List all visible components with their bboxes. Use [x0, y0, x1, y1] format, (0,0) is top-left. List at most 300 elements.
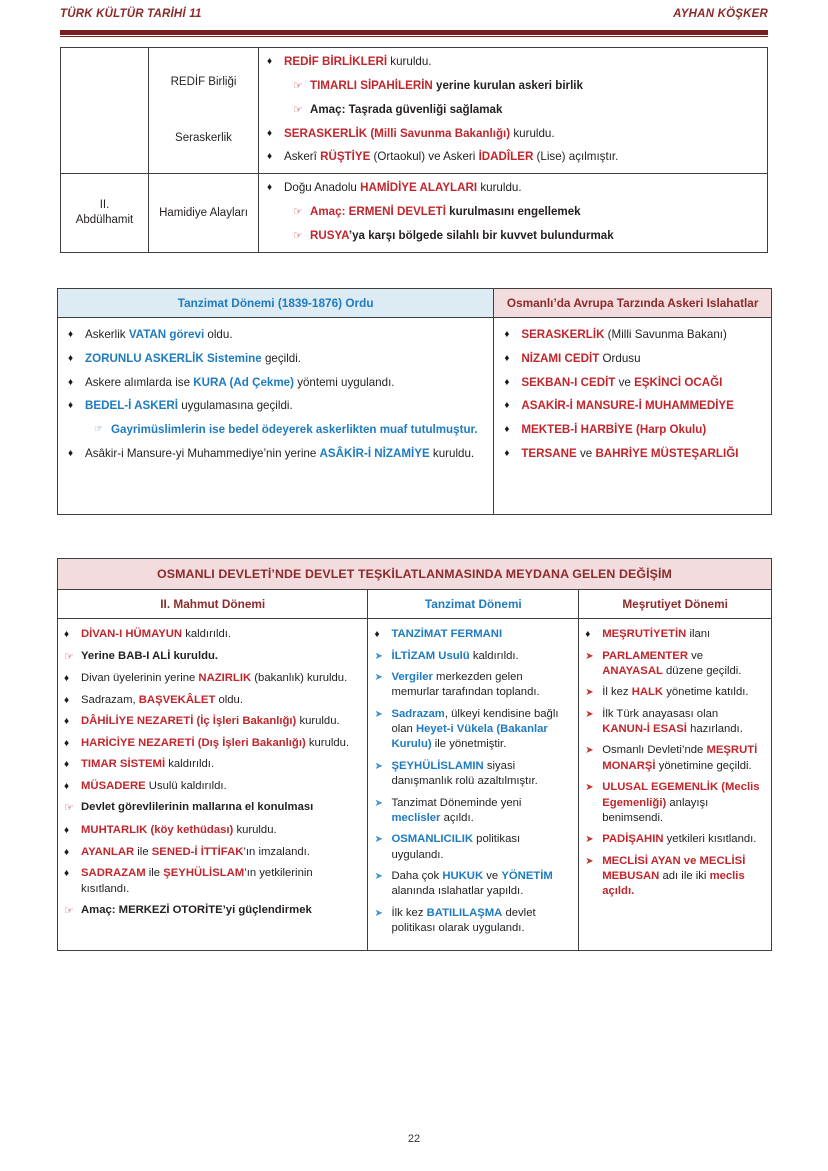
text-run: siyasi danışmanlık rolü azaltılmıştır.: [391, 759, 538, 788]
list-item: [504, 422, 761, 439]
hand-blue-bullet-icon: ☞: [94, 424, 103, 436]
diamond-bullet-icon: ♦: [504, 447, 510, 459]
text-run: NAZIRLIK: [198, 672, 252, 685]
list-item: [585, 627, 763, 643]
list-item-text: [602, 832, 763, 847]
text-run: uygulamasına geçildi.: [177, 399, 293, 413]
text-run: İl kez: [602, 686, 632, 699]
text-run: Divan üyelerinin yerine: [81, 672, 199, 685]
detail-cell: [259, 174, 768, 253]
list-item-text: [521, 398, 761, 415]
list-item: [267, 54, 759, 71]
ruler-cell: [61, 48, 149, 174]
text-run: düzene geçildi.: [662, 664, 742, 677]
arrow-r-bullet-icon: ➤: [585, 834, 594, 846]
text-run: HALK: [631, 686, 664, 699]
text-run: ŞEYHÜLİSLAMIN: [391, 759, 484, 772]
text-run: Doğu Anadolu: [284, 181, 361, 195]
text-run: meclisler: [391, 811, 441, 824]
text-run: ve: [576, 446, 596, 460]
arrow-b-bullet-icon: ➤: [374, 907, 383, 919]
text-run: PARLAMENTER: [602, 649, 688, 662]
text-run: Vergiler: [391, 671, 433, 683]
list-item: [585, 743, 763, 774]
text-run: ve: [615, 375, 635, 389]
text-run: TERSANE: [521, 446, 577, 460]
diamond-bullet-icon: ♦: [64, 629, 70, 640]
tanzimat-army-header: Tanzimat Dönemi (1839-1876) Ordu: [58, 289, 494, 318]
list-item-text: [81, 671, 359, 686]
list-item: [64, 757, 359, 773]
header-rule: [60, 30, 768, 37]
arrow-b-bullet-icon: ➤: [374, 650, 383, 662]
topic-label: REDİF Birliği: [170, 75, 237, 88]
list-item: [293, 102, 759, 119]
text-run: Yerine BAB-I ALİ kuruldu.: [81, 649, 219, 662]
table-row: [58, 619, 772, 951]
text-run: kuruldu.: [387, 55, 432, 68]
text-run: İlk kez: [391, 906, 427, 919]
text-run: HARİCİYE NEZARETİ (Dış İşleri Bakanlığı): [81, 736, 306, 749]
list-item-text: [391, 707, 570, 753]
list-item: [94, 422, 483, 439]
arrow-r-bullet-icon: ➤: [585, 855, 594, 867]
list-item-text: [81, 714, 359, 729]
text-run: politikası uygulandı.: [391, 833, 521, 861]
text-run: Amaç: ERMENİ DEVLETİ: [310, 205, 446, 219]
diamond-bullet-icon: ♦: [374, 629, 380, 640]
diamond-bullet-icon: ♦: [68, 400, 74, 412]
text-run: yönetime katıldı.: [663, 686, 749, 699]
text-run: (Ortaokul) ve Askeri: [370, 150, 479, 164]
text-run: adı ile iki: [659, 870, 710, 883]
list-item: [293, 228, 759, 245]
text-run: İDADÎLER: [478, 150, 534, 164]
list-item: [504, 351, 761, 368]
text-run: Daha çok: [391, 869, 443, 882]
text-run: TANZİMAT FERMANI: [391, 628, 503, 640]
table-row: [61, 174, 768, 253]
list-item-text: [602, 854, 763, 900]
text-run: KANUN-İ ESASİ: [602, 723, 687, 736]
text-run: oldu.: [215, 693, 243, 706]
ruler-cell: II. Abdülhamit: [61, 174, 149, 253]
text-run: EŞKİNCİ OCAĞI: [634, 375, 723, 389]
text-run: SEKBAN-I CEDİT: [521, 375, 616, 389]
list-item: [293, 78, 759, 95]
column-header-tanzimat: Tanzimat Dönemi: [368, 590, 579, 619]
diamond-bullet-icon: ♦: [267, 127, 273, 139]
list-item-text: [81, 903, 359, 918]
list-item: [374, 670, 570, 701]
arrow-b-bullet-icon: ➤: [374, 834, 383, 846]
hand-bullet-icon: ☞: [64, 802, 74, 815]
table-row: [61, 48, 768, 174]
text-run: anlayışı benimsendi.: [602, 796, 709, 824]
list-item: [374, 627, 570, 643]
topic-label: Hamidiye Alayları: [159, 206, 248, 219]
text-run: Askere alımlarda ise: [85, 375, 194, 389]
text-run: ASAKİR-İ MANSURE-İ MUHAMMEDİYE: [521, 399, 734, 413]
text-run: BAŞVEKÂLET: [138, 693, 216, 706]
table-row: [58, 289, 772, 318]
list-item: [64, 649, 359, 666]
hand-bullet-icon: ☞: [293, 79, 303, 92]
european-reforms-list: [494, 318, 772, 515]
header-book-title: TÜRK KÜLTÜR TARİHİ 11: [60, 8, 202, 20]
text-run: RÜŞTİYE: [320, 150, 371, 164]
diamond-bullet-icon: ♦: [267, 56, 273, 67]
text-run: yöntemi uygulandı.: [293, 375, 395, 389]
diamond-bullet-icon: ♦: [68, 447, 74, 459]
text-run: Amaç: MERKEZİ OTORİTE’yi güçlendirmek: [81, 904, 312, 917]
text-run: kuruldu.: [477, 181, 522, 195]
list-item-text: [602, 743, 763, 774]
text-run: kaldırıldı.: [165, 758, 215, 771]
list-item: [64, 671, 359, 687]
text-run: Askerlik: [85, 328, 129, 341]
text-run: ZORUNLU ASKERLİK Sistemine: [85, 351, 262, 365]
text-run: kuruldu.: [510, 126, 555, 140]
list-item-text: [521, 446, 761, 463]
diamond-bullet-icon: ♦: [68, 329, 74, 340]
diamond-bullet-icon: ♦: [585, 629, 591, 640]
list-item-text: [111, 422, 483, 439]
mesrutiyet-period-list: [579, 619, 772, 951]
detail-cell: [259, 48, 768, 174]
table-tanzimat-army: [57, 288, 772, 515]
text-run: HAMİDİYE ALAYLARI: [360, 181, 478, 195]
list-item: [504, 398, 761, 415]
text-run: HUKUK: [442, 869, 484, 882]
list-item-text: [81, 779, 359, 794]
list-item: [374, 796, 570, 827]
diamond-bullet-icon: ♦: [64, 759, 70, 771]
text-run: meclis açıldı.: [602, 870, 745, 898]
text-run: MEKTEB-İ HARBİYE: [521, 423, 633, 437]
list-item-text: [602, 685, 763, 700]
text-run: ASÂKİR-İ NİZAMİYE: [319, 446, 430, 460]
text-run: (bakanlık) kuruldu.: [251, 672, 348, 685]
diamond-bullet-icon: ♦: [504, 329, 510, 340]
list-item-text: [85, 446, 483, 463]
list-item-text: [602, 627, 763, 642]
list-item-text: [81, 693, 359, 708]
text-run: ve: [483, 869, 502, 882]
list-item-text: [85, 351, 483, 368]
list-item: [267, 180, 759, 197]
text-run: , ülkeyi kendisine bağlı olan: [391, 707, 559, 736]
column-header-mesrutiyet: Meşrutiyet Dönemi: [579, 590, 772, 619]
text-run: AYANLAR: [81, 845, 135, 858]
text-run: alanında ıslahatlar yapıldı.: [391, 885, 524, 898]
text-run: ile yönetmiştir.: [431, 738, 507, 751]
list-item: [64, 903, 359, 920]
list-item-text: [81, 866, 359, 897]
list-item-text: [284, 180, 759, 197]
text-run: geçildi.: [261, 351, 302, 365]
list-item-text: [391, 869, 570, 900]
text-run: ’ın yetkilerinin kısıtlandı.: [81, 867, 313, 895]
state-organization-banner: OSMANLI DEVLETİ’NDE DEVLET TEŞKİLATLANMASINDA MEYDANA GELEN DEĞİŞİM: [58, 559, 772, 590]
header-rule-thin: [60, 36, 768, 37]
list-item-text: [391, 670, 570, 701]
list-item-text: [81, 627, 359, 642]
list-item-text: [81, 649, 359, 664]
text-run: Askerî: [284, 150, 321, 164]
text-run: açıldı.: [440, 811, 474, 824]
list-item: [293, 204, 759, 221]
text-run: REDİF BİRLİKLERİ: [284, 55, 388, 68]
table-military-reforms: [60, 47, 768, 253]
diamond-bullet-icon: ♦: [504, 376, 510, 388]
text-run: kaldırıldı.: [469, 649, 519, 662]
hand-bullet-icon: ☞: [293, 230, 303, 242]
text-run: MEŞRUTİ MONARŞİ: [602, 744, 758, 772]
diamond-bullet-icon: ♦: [68, 352, 74, 364]
list-item-text: [284, 54, 759, 71]
text-run: Gayrimüslimlerin ise bedel ödeyerek askerlikten muaf tutulmuştur.: [111, 423, 478, 437]
header-author: AYHAN KÖŞKER: [673, 8, 768, 20]
list-item: [585, 649, 763, 680]
page-number: 22: [407, 1133, 421, 1145]
text-run: MUHTARLIK (köy kethüdası): [81, 824, 234, 837]
diamond-bullet-icon: ♦: [267, 151, 273, 163]
text-run: İLTİZAM Usulü: [391, 649, 470, 662]
arrow-r-bullet-icon: ➤: [585, 708, 594, 720]
text-run: devlet politikası olarak uygulandı.: [391, 906, 536, 935]
list-item-text: [85, 327, 483, 344]
text-run: ANAYASAL: [602, 664, 663, 677]
diamond-bullet-icon: ♦: [64, 825, 70, 837]
text-run: kuruldu.: [429, 446, 475, 460]
list-item: [374, 832, 570, 863]
text-run: (Milli Savunma Bakanı): [604, 328, 727, 341]
list-item: [374, 759, 570, 790]
text-run: ve: [687, 649, 704, 662]
text-run: yönetimine geçildi.: [655, 759, 752, 772]
hand-bullet-icon: ☞: [293, 103, 303, 116]
arrow-r-bullet-icon: ➤: [585, 687, 594, 699]
list-item: [64, 693, 359, 709]
header-rule-thick: [60, 30, 768, 35]
list-item-text: [85, 398, 483, 415]
list-item-text: [310, 102, 759, 119]
text-run: Heyet-i Vükela (Bakanlar Kurulu): [391, 723, 548, 751]
list-item-text: [310, 228, 759, 245]
list-item: [64, 845, 359, 861]
diamond-bullet-icon: ♦: [64, 694, 70, 706]
text-run: BATILILAŞMA: [426, 906, 503, 919]
text-run: kuruldu.: [296, 715, 340, 728]
list-item: [585, 780, 763, 826]
text-run: merkezden gelen memurlar tarafından toplandı.: [391, 671, 540, 699]
list-item-text: [391, 759, 570, 790]
text-run: ŞEYHÜLİSLAM: [163, 867, 245, 880]
tanzimat-period-list: [368, 619, 579, 951]
text-run: KURA (Ad Çekme): [193, 375, 294, 389]
diamond-bullet-icon: ♦: [504, 352, 510, 364]
european-reforms-header: Osmanlı’da Avrupa Tarzında Askeri Islahatlar: [494, 289, 772, 318]
list-item-text: [602, 780, 763, 826]
arrow-b-bullet-icon: ➤: [374, 708, 383, 720]
text-run: ilanı: [686, 628, 711, 640]
text-run: Tanzimat Döneminde yeni: [391, 796, 522, 809]
text-run: SERASKERLİK (Milli Savunma Bakanlığı): [284, 126, 511, 140]
arrow-b-bullet-icon: ➤: [374, 797, 383, 809]
list-item: [64, 627, 359, 643]
list-item: [64, 800, 359, 817]
arrow-b-bullet-icon: ➤: [374, 672, 383, 683]
list-item-text: [81, 800, 359, 815]
list-item-text: [602, 707, 763, 738]
list-item-text: [391, 906, 570, 937]
list-item-text: [391, 832, 570, 863]
text-run: Usulü kaldırıldı.: [145, 779, 227, 792]
list-item-text: [521, 351, 761, 368]
list-item: [64, 823, 359, 839]
diamond-bullet-icon: ♦: [64, 673, 70, 685]
diamond-bullet-icon: ♦: [504, 424, 510, 436]
list-item-text: [81, 757, 359, 772]
arrow-r-bullet-icon: ➤: [585, 782, 594, 794]
text-run: ile: [134, 845, 152, 858]
text-run: SERASKERLİK: [521, 328, 605, 341]
table-state-organization: [57, 558, 772, 951]
text-run: ile: [145, 867, 164, 880]
list-item-text: [391, 627, 570, 642]
text-run: Sadrazam,: [81, 693, 139, 706]
text-run: Osmanlı Devleti’nde: [602, 744, 707, 757]
hand-bullet-icon: ☞: [64, 650, 74, 663]
text-run: Ordusu: [599, 351, 641, 365]
list-item: [504, 446, 761, 463]
list-item-text: [284, 149, 759, 166]
list-item: [374, 869, 570, 900]
text-run: VATAN görevi: [128, 328, 205, 341]
text-run: kaldırıldı.: [182, 628, 232, 640]
topic-cell: [149, 174, 259, 253]
text-run: Asâkir-i Mansure-yi Muhammediye’nin yerine: [85, 446, 320, 460]
text-run: kuruldu.: [233, 824, 277, 837]
list-item: [64, 736, 359, 752]
diamond-bullet-icon: ♦: [64, 780, 70, 792]
topic-cell: [149, 48, 259, 174]
text-run: OSMANLICILIK: [391, 833, 474, 846]
diamond-bullet-icon: ♦: [64, 868, 70, 880]
table-body: [61, 48, 768, 253]
text-run: MÜSADERE: [81, 779, 146, 792]
diamond-bullet-icon: ♦: [504, 400, 510, 412]
diamond-bullet-icon: ♦: [64, 737, 70, 749]
text-run: NİZAMI CEDİT: [521, 351, 600, 365]
text-run: TIMAR SİSTEMİ: [81, 758, 166, 771]
list-item: [267, 126, 759, 143]
list-item-text: [310, 78, 759, 95]
text-run: ’ya karşı bölgede silahlı bir kuvvet bulundurmak: [348, 229, 614, 242]
list-item: [267, 149, 759, 166]
running-header: [60, 8, 768, 28]
text-run: İlk Türk anayasası olan: [602, 707, 719, 720]
list-item-text: [521, 422, 761, 439]
list-item: [64, 866, 359, 897]
list-item: [374, 649, 570, 665]
arrow-r-bullet-icon: ➤: [585, 650, 594, 662]
list-item-text: [521, 375, 761, 392]
text-run: hazırlandı.: [686, 723, 743, 736]
list-item: [64, 714, 359, 730]
text-run: ’ın imzalandı.: [243, 845, 310, 858]
list-item-text: [81, 736, 359, 751]
diamond-bullet-icon: ♦: [64, 846, 70, 858]
arrow-b-bullet-icon: ➤: [374, 870, 383, 882]
text-run: kuruldu.: [305, 736, 350, 749]
text-run: DİVAN-I HÜMAYUN: [81, 628, 183, 640]
list-item-text: [602, 649, 763, 680]
list-item: [504, 327, 761, 344]
text-run: Sadrazam: [391, 707, 445, 720]
list-item: [68, 327, 483, 344]
diamond-bullet-icon: ♦: [267, 182, 273, 194]
list-item: [585, 685, 763, 701]
hand-bullet-icon: ☞: [64, 905, 74, 918]
text-run: SADRAZAM: [81, 867, 146, 880]
text-run: SENED-İ İTTİFAK: [151, 845, 244, 858]
list-item-text: [310, 204, 759, 221]
text-run: YÖNETİM: [501, 869, 553, 882]
list-item: [68, 351, 483, 368]
list-item: [68, 375, 483, 392]
text-run: BEDEL-İ ASKERİ: [85, 399, 178, 413]
diamond-bullet-icon: ♦: [64, 716, 70, 728]
text-run: (Harp Okulu): [632, 423, 707, 437]
mahmut-period-list: [58, 619, 368, 951]
text-run: MECLİSİ AYAN ve MECLİSİ MEBUSAN: [602, 854, 746, 883]
text-run: BAHRİYE MÜSTEŞARLIĞI: [595, 446, 739, 460]
column-header-mahmut: II. Mahmut Dönemi: [58, 590, 368, 619]
arrow-b-bullet-icon: ➤: [374, 760, 383, 772]
list-item: [64, 779, 359, 795]
list-item: [585, 854, 763, 900]
text-run: PADİŞAHIN: [602, 833, 664, 846]
text-run: Amaç: Taşrada güvenliği sağlamak: [310, 102, 503, 116]
hand-bullet-icon: ☞: [293, 206, 303, 219]
list-item-text: [391, 649, 570, 664]
text-run: yerine kurulan askeri birlik: [432, 78, 583, 92]
list-item: [585, 707, 763, 738]
list-item: [504, 375, 761, 392]
table-row: [58, 559, 772, 590]
list-item: [374, 906, 570, 937]
text-run: DÂHİLİYE NEZARETİ (İç İşleri Bakanlığı): [81, 715, 297, 728]
text-run: RUSYA: [310, 229, 349, 242]
diamond-bullet-icon: ♦: [68, 376, 74, 388]
list-item-text: [284, 126, 759, 143]
list-item: [585, 832, 763, 848]
text-run: Devlet görevlilerinin mallarına el konulması: [81, 801, 314, 814]
text-run: ULUSAL EGEMENLİK (Meclis Egemenliği): [602, 781, 760, 809]
list-item-text: [521, 327, 761, 344]
list-item-text: [81, 823, 359, 838]
list-item: [374, 707, 570, 753]
topic-label: Seraskerlik: [175, 131, 232, 144]
text-run: MEŞRUTİYETİN: [602, 628, 687, 640]
list-item: [68, 446, 483, 463]
text-run: oldu.: [204, 328, 233, 341]
text-run: kurulmasını engellemek: [445, 205, 581, 219]
list-item-text: [85, 375, 483, 392]
list-item-text: [391, 796, 570, 827]
